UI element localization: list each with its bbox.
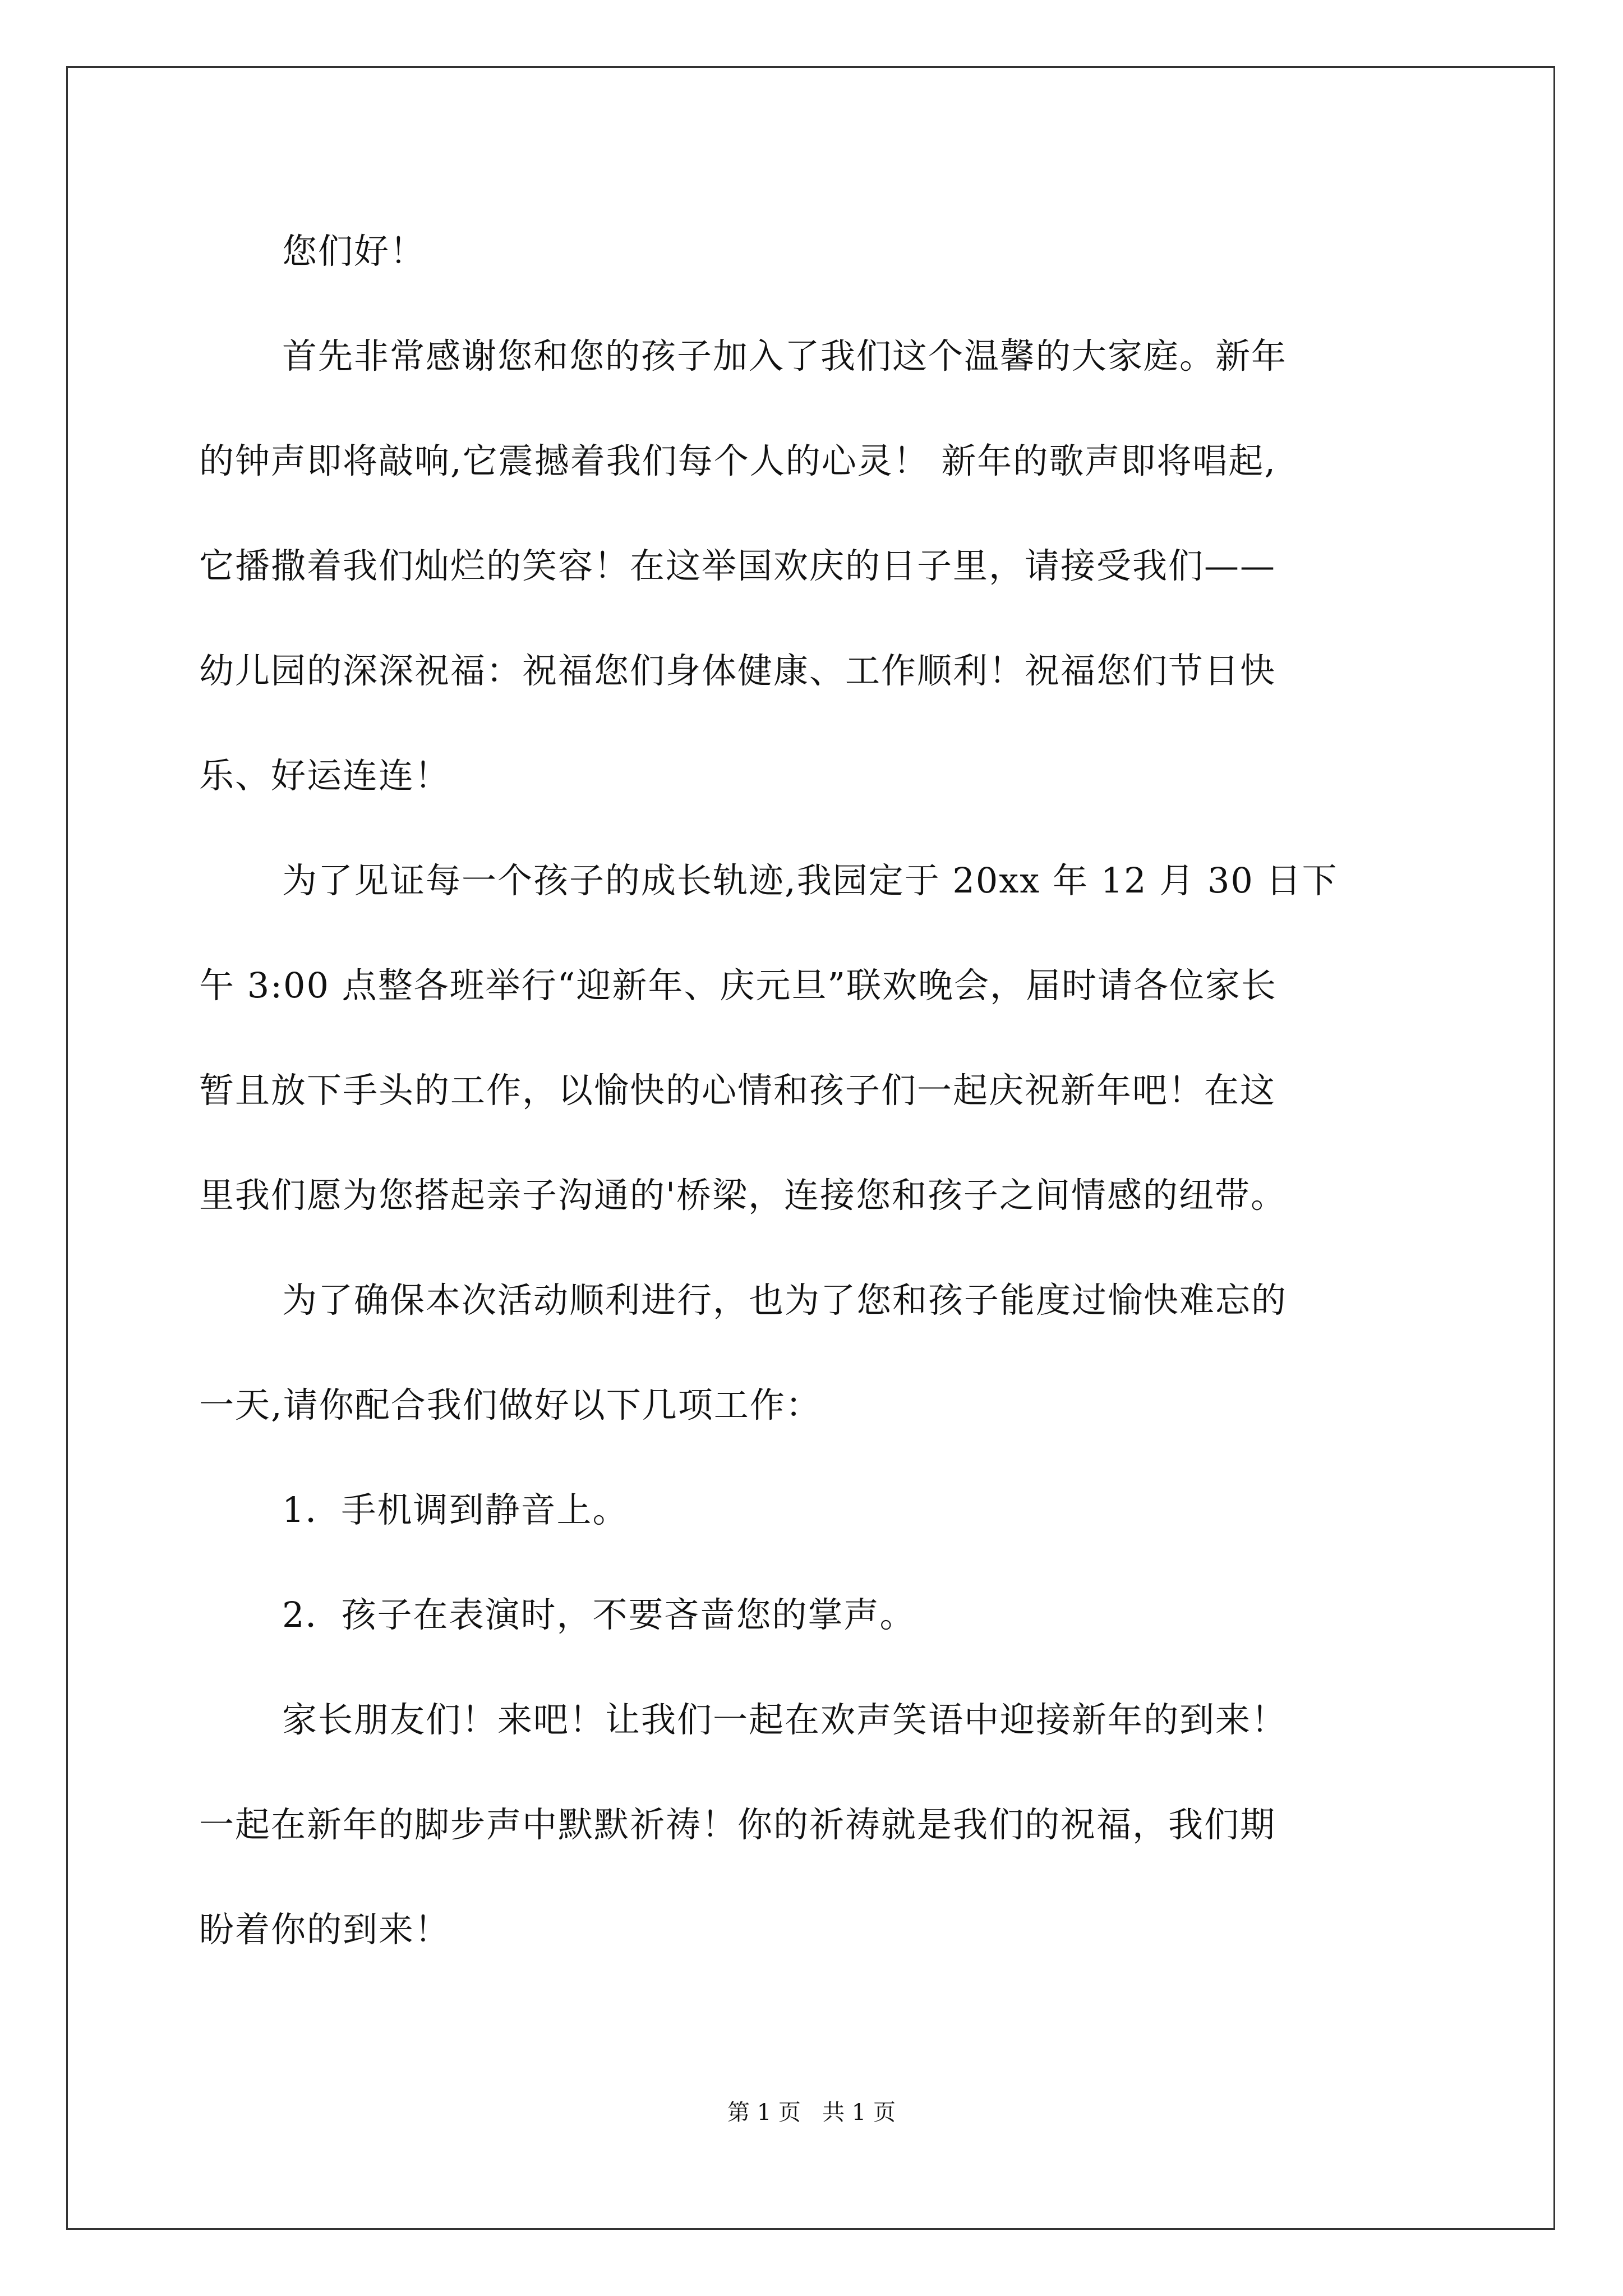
paragraph-line: 暂且放下手头的工作，以愉快的心情和孩子们一起庆祝新年吧！在这 <box>199 1070 1276 1111</box>
paragraph-line: 家长朋友们！来吧！让我们一起在欢声笑语中迎接新年的到来！ <box>282 1699 1288 1740</box>
paragraph-line: 里我们愿为您搭起亲子沟通的'桥梁，连接您和孩子之间情感的纽带。 <box>199 1175 1287 1216</box>
page-footer: 第 1 页 共 1 页 <box>727 2100 896 2125</box>
paragraph-line: 午 3:00 点整各班举行“迎新年、庆元旦”联欢晚会，届时请各位家长 <box>199 965 1278 1006</box>
paragraph-line: 盼着你的到来！ <box>199 1909 451 1950</box>
paragraph-line: 为了确保本次活动顺利进行，也为了您和孩子能度过愉快难忘的 <box>282 1280 1288 1320</box>
paragraph-line: 首先非常感谢您和您的孩子加入了我们这个温馨的大家庭。新年 <box>282 335 1288 376</box>
paragraph-line: 的钟声即将敲响,它震撼着我们每个人的心灵！ 新年的歌声即将唱起, <box>199 440 1277 481</box>
list-item: 1．手机调到静音上。 <box>282 1489 629 1530</box>
greeting-line: 您们好！ <box>282 231 426 272</box>
paragraph-line: 幼儿园的深深祝福：祝福您们身体健康、工作顺利！祝福您们节日快 <box>199 650 1276 691</box>
paragraph-line: 它播撒着我们灿烂的笑容！在这举国欢庆的日子里，请接受我们—— <box>199 545 1276 586</box>
page-border <box>66 66 1555 2230</box>
paragraph-line: 一天,请你配合我们做好以下几项工作： <box>199 1384 822 1425</box>
list-item: 2．孩子在表演时，不要吝啬您的掌声。 <box>282 1594 916 1635</box>
paragraph-line: 为了见证每一个孩子的成长轨迹,我园定于 20xx 年 12 月 30 日下 <box>282 860 1338 901</box>
paragraph-line: 乐、好运连连！ <box>199 755 451 796</box>
paragraph-line: 一起在新年的脚步声中默默祈祷！你的祈祷就是我们的祝福，我们期 <box>199 1804 1276 1845</box>
